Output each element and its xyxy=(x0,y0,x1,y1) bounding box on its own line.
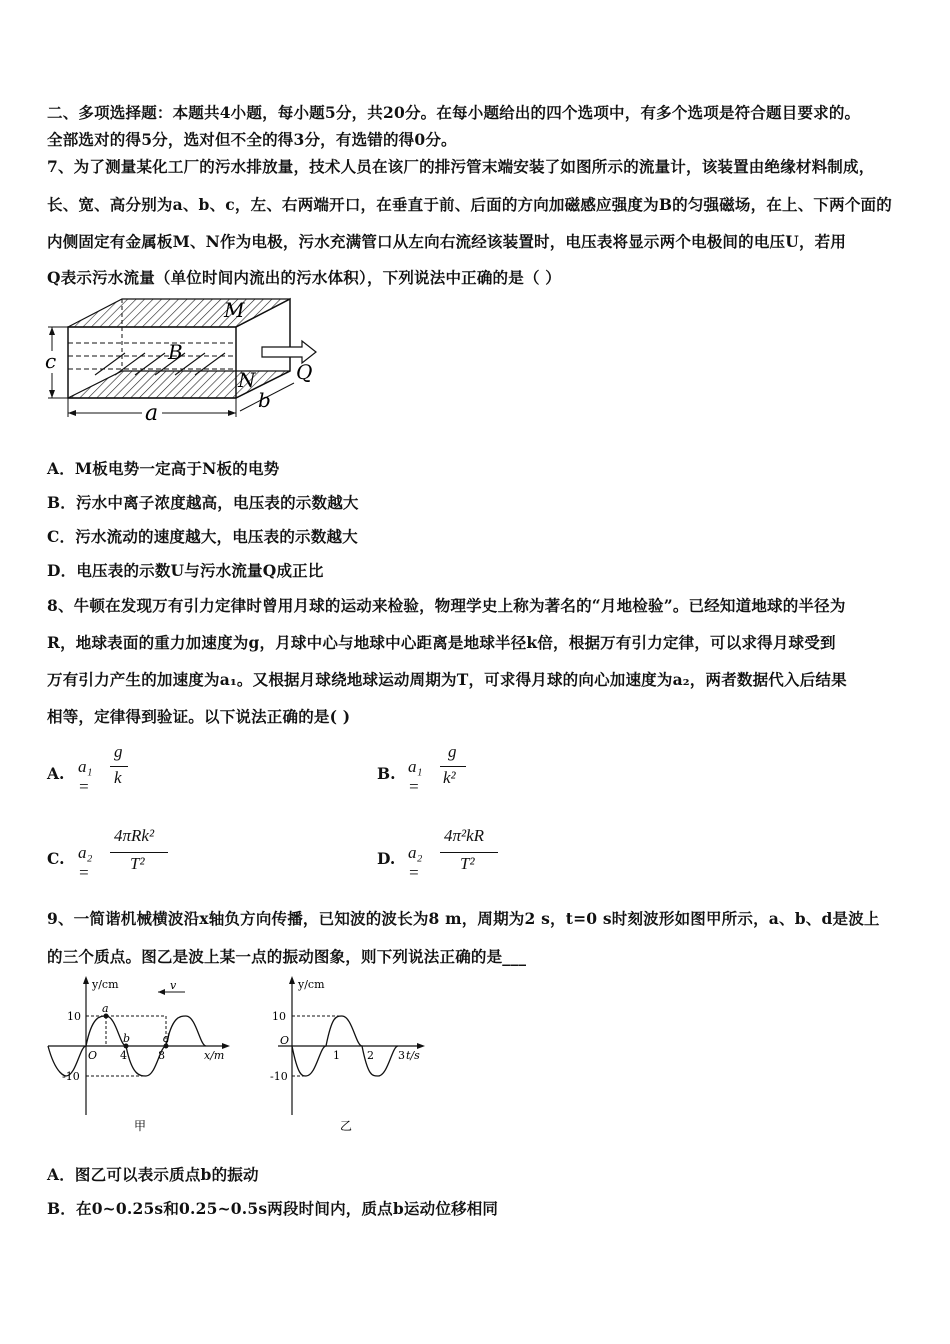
q8-option-c-lhs: a₂ = xyxy=(78,843,93,882)
q8-option-c-den: T² xyxy=(130,854,145,873)
q8-option-c-num: 4πRk² xyxy=(114,826,155,845)
label-c: c xyxy=(45,349,57,373)
jia-xlabel: x/m xyxy=(204,1049,225,1062)
jia-x8: 8 xyxy=(158,1049,165,1062)
section-heading: 二、多项选择题：本题共4小题，每小题5分，共20分。在每小题给出的四个选项中，有多个选项是符合题目要求的。 xyxy=(47,103,861,122)
plate-m xyxy=(68,299,290,327)
yi-t2: 2 xyxy=(367,1049,374,1062)
q7-option-b: B．污水中离子浓度越高，电压表的示数越大 xyxy=(47,493,359,512)
label-m: M xyxy=(224,298,245,322)
jia-x4: 4 xyxy=(120,1049,127,1062)
q8-option-a-lhs: a₁ = xyxy=(78,757,93,796)
label-a: a xyxy=(145,401,159,426)
q9-line-2: 的三个质点。图乙是波上某一点的振动图象，则下列说法正确的是___ xyxy=(47,947,527,966)
yi-y10: 10 xyxy=(272,1010,286,1023)
label-b-field: B xyxy=(168,340,183,364)
plate-n xyxy=(68,371,290,398)
q7-line-4: Q表示污水流量（单位时间内流出的污水体积），下列说法中正确的是（ ） xyxy=(47,268,561,287)
q9-option-b: B．在0~0.25s和0.25~0.5s两段时间内，质点b运动位移相同 xyxy=(47,1199,499,1218)
yi-xlabel: t/s xyxy=(406,1049,420,1062)
jia-caption: 甲 xyxy=(134,1119,147,1133)
q8-option-d-label: D. xyxy=(377,849,396,868)
q9-line-1: 9、一简谐机械横波沿x轴负方向传播，已知波的波长为8 m，周期为2 s，t=0 s时刻波形如图甲所示，a、b、d是波上 xyxy=(47,909,880,928)
q8-option-c-label: C. xyxy=(47,849,65,868)
jia-velocity: v xyxy=(170,979,177,992)
q7-line-3: 内侧固定有金属板M、N作为电极，污水充满管口从左向右流经该装置时，电压表将显示两个电极间的电压U，若用 xyxy=(47,232,847,251)
q8-option-a-label: A. xyxy=(47,764,65,783)
label-q: Q xyxy=(296,360,313,384)
q8-option-b-den: k² xyxy=(443,768,456,787)
section-scoring: 全部选对的得5分，选对但不全的得3分，有选错的得0分。 xyxy=(47,130,457,149)
q8-option-a-num: g xyxy=(114,742,123,761)
jia-point-b: b xyxy=(123,1032,131,1045)
jia-point-d: d xyxy=(163,1032,171,1045)
wave-graph-jia xyxy=(40,970,240,1140)
q8-option-b-label: B. xyxy=(377,764,396,783)
label-b: b xyxy=(258,388,271,412)
yi-t1: 1 xyxy=(333,1049,340,1062)
q8-line-1: 8、牛顿在发现万有引力定律时曾用月球的运动来检验，物理学史上称为著名的“月地检验”。已经知道地球的半径为 xyxy=(47,596,846,615)
q9-option-a: A．图乙可以表示质点b的振动 xyxy=(47,1165,259,1184)
q8-line-3: 万有引力产生的加速度为a₁。又根据月球绕地球运动周期为T，可求得月球的向心加速度为a₂，两者数据代入后结果 xyxy=(47,670,847,689)
q8-option-b-num: g xyxy=(448,742,457,761)
yi-ylabel: y/cm xyxy=(298,978,325,991)
yi-yneg10: -10 xyxy=(270,1070,288,1083)
q8-line-2: R，地球表面的重力加速度为g，月球中心与地球中心距离是地球半径k倍，根据万有引力定律，可以求得月球受到 xyxy=(47,633,836,652)
q8-option-d-den: T² xyxy=(460,854,475,873)
jia-point-a: a xyxy=(102,1002,109,1015)
vibration-graph-yi xyxy=(270,970,440,1140)
q7-option-c: C．污水流动的速度越大，电压表的示数越大 xyxy=(47,527,358,546)
q8-option-a-den: k xyxy=(114,768,122,787)
flowmeter-figure xyxy=(40,293,340,428)
q7-line-2: 长、宽、高分别为a、b、c，左、右两端开口，在垂直于前、后面的方向加磁感应强度为B的匀强磁场，在上、下两个面的 xyxy=(47,195,892,214)
jia-yneg10: -10 xyxy=(62,1070,80,1083)
yi-caption: 乙 xyxy=(340,1119,353,1133)
q8-option-d-num: 4π²kR xyxy=(444,826,485,845)
jia-ylabel: y/cm xyxy=(92,978,119,991)
q8-option-d-lhs: a₂ = xyxy=(408,843,423,882)
q7-line-1: 7、为了测量某化工厂的污水排放量，技术人员在该厂的排污管末端安装了如图所示的流量计，该装置由绝缘材料制成， xyxy=(47,157,875,176)
label-n: N xyxy=(238,368,256,392)
q8-option-b-lhs: a₁ = xyxy=(408,757,423,796)
jia-y10: 10 xyxy=(67,1010,81,1023)
yi-origin: O xyxy=(280,1034,290,1047)
jia-origin: O xyxy=(88,1049,98,1062)
yi-t3: 3 xyxy=(398,1049,405,1062)
q8-line-4: 相等，定律得到验证。以下说法正确的是( ) xyxy=(47,707,351,726)
q7-option-d: D．电压表的示数U与污水流量Q成正比 xyxy=(47,561,324,580)
q7-option-a: A．M板电势一定高于N板的电势 xyxy=(47,459,280,478)
